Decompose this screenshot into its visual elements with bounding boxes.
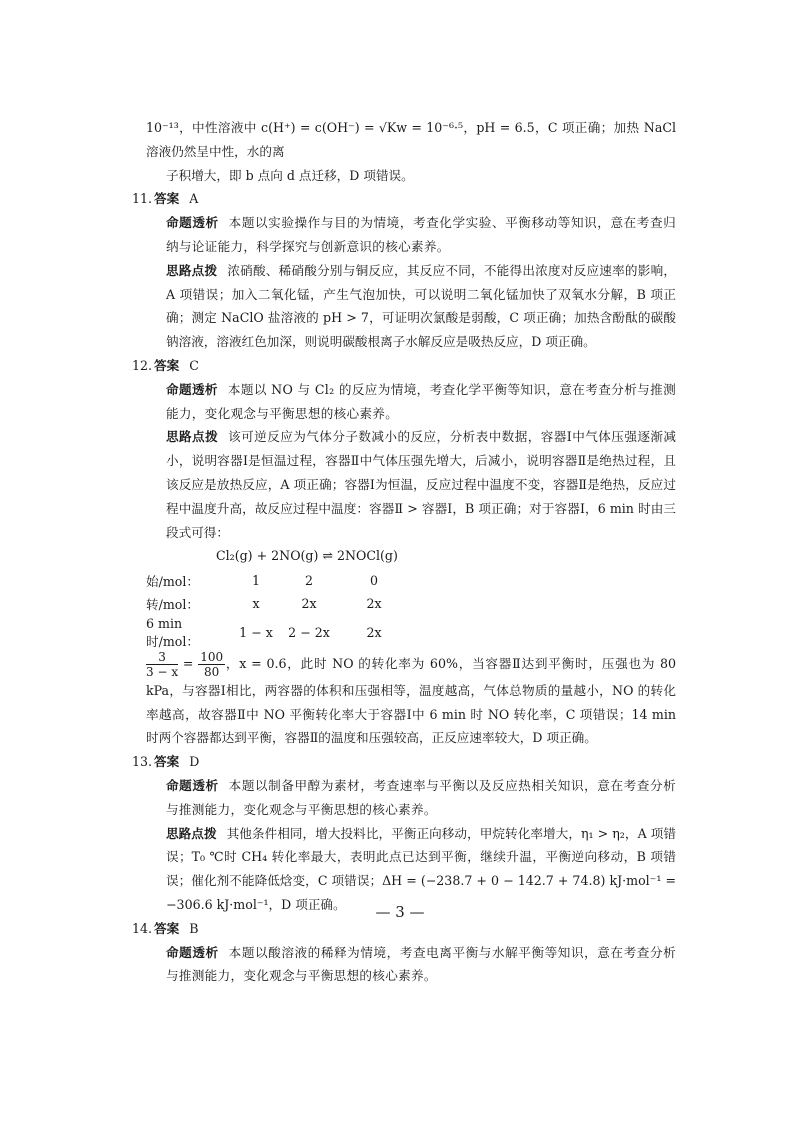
q12-hint-label: 思路点拨 (166, 429, 219, 445)
ice-cell: 转/mol： (146, 597, 199, 613)
q11-intent-text: 本题以实验操作与目的为情境，考查化学实验、平衡移动等知识，意在考查归纳与论证能力，科学探究与创新意识的核心素养。 (166, 215, 677, 254)
q11-hint-label: 思路点拨 (166, 262, 218, 278)
q14-intent (146, 941, 676, 989)
q11-intent (146, 211, 676, 259)
q13-intent-label: 命题透析 (166, 777, 219, 793)
q14-answer-label: 答案 (154, 920, 180, 936)
q11-answer-line (132, 187, 676, 211)
q13-hint-text: 其他条件相同，增大投料比，平衡正向移动，甲烷转化率增大，η₁ > η₂，A 项错误；T₀ ℃时 CH₄ 转化率最大，表明此点已达到平衡，继续升温，平衡逆向移动，B 项错误；催化剂不能降低焓变，C 项错误；ΔH = (−238.7 + 0 − 142.7 + 74.8) kJ·mol⁻¹ = −306.6 kJ·mol⁻¹，D 项正确。 (166, 825, 676, 912)
fraction-left (146, 650, 178, 679)
q12-continuation: $\frac{3}{3 - x}$ = $\frac{100}{80}$ ，x = 0.6，此时 NO 的转化率为 60%，当容器Ⅱ达到平衡时，压强也为 80 kPa，与容器Ⅰ相比，两容器的体积和压强相等，温度越高，气体总物质的量越小，NO 的转化率越高，故容器Ⅱ中 NO 平衡转化率大于容器Ⅰ中 6 min 时 NO 转化率，C 项错误；14 min 时两个容器都达到平衡，容器Ⅱ的温度和压强较高，正反应速率较大，D 项正确。 (146, 649, 677, 746)
q12-continuation-text: ，x = 0.6，此时 NO 的转化率为 60%，当容器Ⅱ达到平衡时，压强也为 80 kPa，与容器Ⅰ相比，两容器的体积和压强相等，温度越高，气体总物质的量越小，NO 的转化率越高，故容器Ⅱ中 NO 平衡转化率大于容器Ⅰ中 6 min 时 NO 转化率，C 项错误；14 min 时两个容器都达到平衡，容器Ⅱ的温度和压强较高，正反应速率较大，D 项正确。 (146, 655, 677, 746)
q13-answer-line (132, 750, 676, 774)
fraction-numerator: 100 (200, 649, 224, 664)
q12-answer-value: C (189, 357, 199, 373)
q12-hint (146, 425, 676, 544)
q12-intent-label: 命题透析 (166, 381, 218, 397)
q11-hint-text: 浓硝酸、稀硝酸分别与铜反应，其反应不同，不能得出浓度对反应速率的影响，A 项错误；加入二氧化锰，产生气泡加快，可以说明二氧化锰加快了双氧水分解，B 项正确；测定 NaClO 盐溶液的 pH > 7，可证明次氯酸是弱酸，C 项正确；加热含酚酞的碳酸钠溶液，溶液红色加深，则说明碳酸根离子水解反应是吸热反应，D 项正确。 (166, 262, 677, 350)
q11-answer-value: A (189, 191, 199, 207)
q12-answer-label: 答案 (154, 357, 180, 373)
fraction-numerator: 3 (146, 650, 178, 665)
ice-cell: 2x (366, 625, 382, 641)
q11-intent-label: 命题透析 (166, 215, 219, 231)
q11-number: 11. (132, 191, 153, 207)
q11-answer-label: 答案 (154, 191, 180, 207)
page-number: — 3 — (375, 903, 425, 921)
ice-cell: 始/mol： (146, 573, 199, 589)
ice-cell: 2 − 2x (288, 625, 330, 641)
ice-cell: 2 (304, 572, 313, 588)
ice-cell: 2x (366, 596, 382, 612)
q12-number: 12. (132, 357, 153, 373)
q13-answer-label: 答案 (154, 754, 180, 770)
ice-cell: 1 − x (239, 625, 273, 641)
q14-intent-text: 本题以酸溶液的稀释为情境，考查电离平衡与水解平衡等知识，意在考查分析与推测能力，变化观念与平衡思想的核心素养。 (166, 944, 677, 984)
prev-explanation-line2: 子积增大，即 b 点向 d 点迁移，D 项错误。 (166, 167, 414, 183)
q12-intent-text: 本题以 NO 与 Cl₂ 的反应为情境，考查化学平衡等知识，意在考查分析与推测能力，变化观念与平衡思想的核心素养。 (166, 381, 676, 421)
q14-intent-label: 命题透析 (166, 944, 219, 960)
prev-explanation-line1: 10⁻¹³，中性溶液中 c(H⁺) = c(OH⁻) = √Kw = 10⁻⁶·⁵，pH = 6.5，C 项正确；加热 NaCl 溶液仍然呈中性，水的离 (146, 120, 676, 159)
q12-equation: Cl₂(g) + 2NO(g) ⇌ 2NOCl(g) (216, 548, 398, 564)
q13-hint-label: 思路点拨 (166, 825, 217, 841)
ice-row-initial (146, 568, 404, 592)
ice-row-6min (146, 616, 404, 650)
ice-cell: 1 (251, 572, 260, 588)
fraction-denominator: 3 − x (146, 664, 179, 679)
q12-intent (146, 378, 676, 426)
q11-hint (146, 259, 676, 354)
q13-answer-value: D (189, 754, 200, 770)
fraction-denominator: 80 (204, 664, 220, 679)
ice-cell: 2x (301, 596, 317, 612)
q12-answer-line (132, 354, 676, 378)
q12-hint-text: 该可逆反应为气体分子数减小的反应，分析表中数据，容器Ⅰ中气体压强逐渐减小，说明容器Ⅰ是恒温过程，容器Ⅱ中气体压强先增大，后减小，说明容器Ⅱ是绝热过程，且该反应是放热反应，A 项正确；容器Ⅰ为恒温，反应过程中温度不变，容器Ⅱ是绝热，反应过程中温度升高，故反应过程中温度：容器Ⅱ > 容器Ⅰ，B 项正确；对于容器Ⅰ，6 min 时由三段式可得： (166, 429, 676, 540)
q12-ice-table (146, 568, 404, 650)
fraction-right (198, 650, 225, 679)
q14-number: 14. (132, 920, 153, 936)
q13-intent-text: 本题以制备甲醇为素材，考查速率与平衡以及反应热相关知识，意在考查分析与推测能力，变化观念与平衡思想的核心素养。 (166, 777, 677, 817)
ice-cell: 6 min 时/mol： (146, 615, 199, 649)
answer-content (132, 116, 677, 988)
q13-intent (146, 774, 676, 822)
ice-row-change (146, 592, 404, 616)
ice-cell: x (252, 596, 260, 612)
ice-cell: 0 (369, 572, 378, 588)
q13-number: 13. (132, 754, 153, 770)
q14-answer-value: B (189, 920, 199, 936)
